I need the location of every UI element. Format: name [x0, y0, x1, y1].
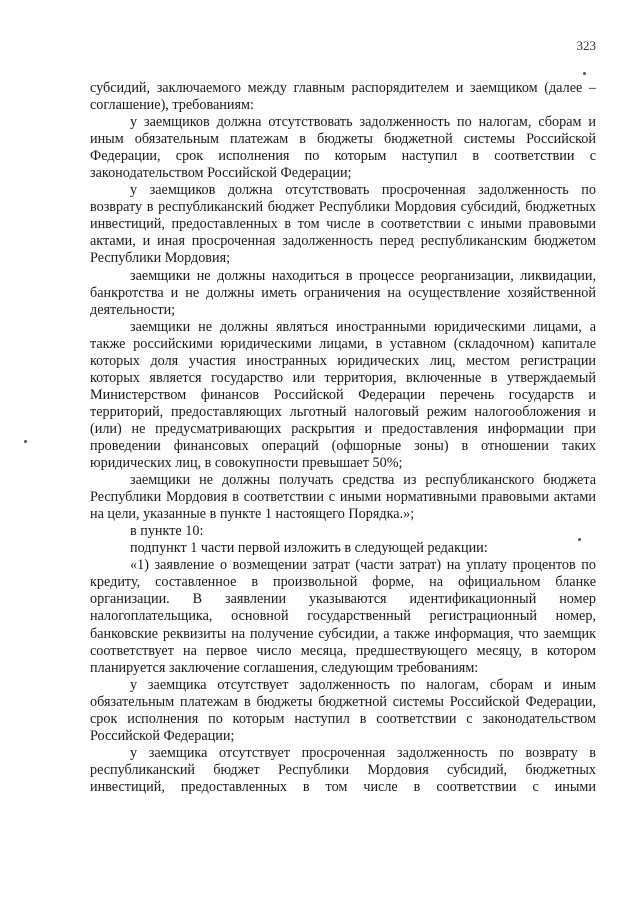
paragraph: у заемщиков должна отсутствовать задолженность по налогам, сборам и иным обязательным платежам в бюджеты бюджетной системы Российской Федерации, срок исполнения по которым наступил в соответствии с законодательством Российской Федерации; — [90, 114, 596, 182]
paragraph: у заемщика отсутствует просроченная задолженность по возврату в республиканский бюджет Республики Мордовия субсидий, бюджетных инвестиций, предоставленных в том числе в соответствии с иными — [90, 744, 596, 795]
paragraph: подпункт 1 части первой изложить в следующей редакции: — [130, 540, 488, 557]
paragraph: заемщики не должны находиться в процессе реорганизации, ликвидации, банкротства и не должны иметь ограничения на осуществление хозяйственной деятельности; — [90, 267, 596, 318]
scan-speck — [583, 72, 586, 75]
paragraph: в пункте 10: — [130, 523, 204, 540]
scan-speck — [24, 440, 27, 443]
document-body — [90, 80, 596, 796]
paragraph: заемщики не должны получать средства из республиканского бюджета Республики Мордовия в соответствии с иными нормативными правовыми актами на цели, указанные в пункте 1 настоящего Порядка.»; — [90, 472, 596, 523]
paragraph: у заемщика отсутствует задолженность по налогам, сборам и иным обязательным платежам в бюджеты бюджетной системы Российской Федерации, срок исполнения по которым наступил в соответствии с законодательством Российской Федерации; — [90, 676, 596, 744]
paragraph: заемщики не должны являться иностранными юридическими лицами, а также российскими юридическими лицами, в уставном (складочном) капитале которых доля участия иностранных юридических лиц, местом регистрации которых является государство или территория, включенные в утверждаемый Министерством финансов Российской Федерации перечень государств и территорий, предоставляющих льготный налоговый режим налогообложения и (или) не предусматривающих раскрытия и предоставления информации при проведении финансовых операций (офшорные зоны) в отношении таких юридических лиц, в совокупности превышает 50%; — [90, 318, 596, 472]
scan-speck — [578, 538, 581, 541]
page-number: 323 — [576, 38, 596, 53]
paragraph: «1) заявление о возмещении затрат (части затрат) на уплату процентов по кредиту, составленное в произвольной форме, на официальном бланке организации. В заявлении указываются идентификационный номер налогоплательщика, основной государственный регистрационный номер, банковские реквизиты на получение субсидии, а также информация, что заемщик соответствует на первое число месяца, предшествующего месяцу, в котором планируется заключение соглашения, следующим требованиям: — [90, 557, 596, 676]
paragraph: у заемщиков должна отсутствовать просроченная задолженность по возврату в республиканский бюджет Республики Мордовия субсидий, бюджетных инвестиций, предоставленных в том числе в соответствии с иными правовыми актами, и иная просроченная задолженность перед республиканским бюджетом Республики Мордовия; — [90, 182, 596, 267]
paragraph: субсидий, заключаемого между главным распорядителем и заемщиком (далее – соглашение), требованиям: — [90, 80, 596, 114]
